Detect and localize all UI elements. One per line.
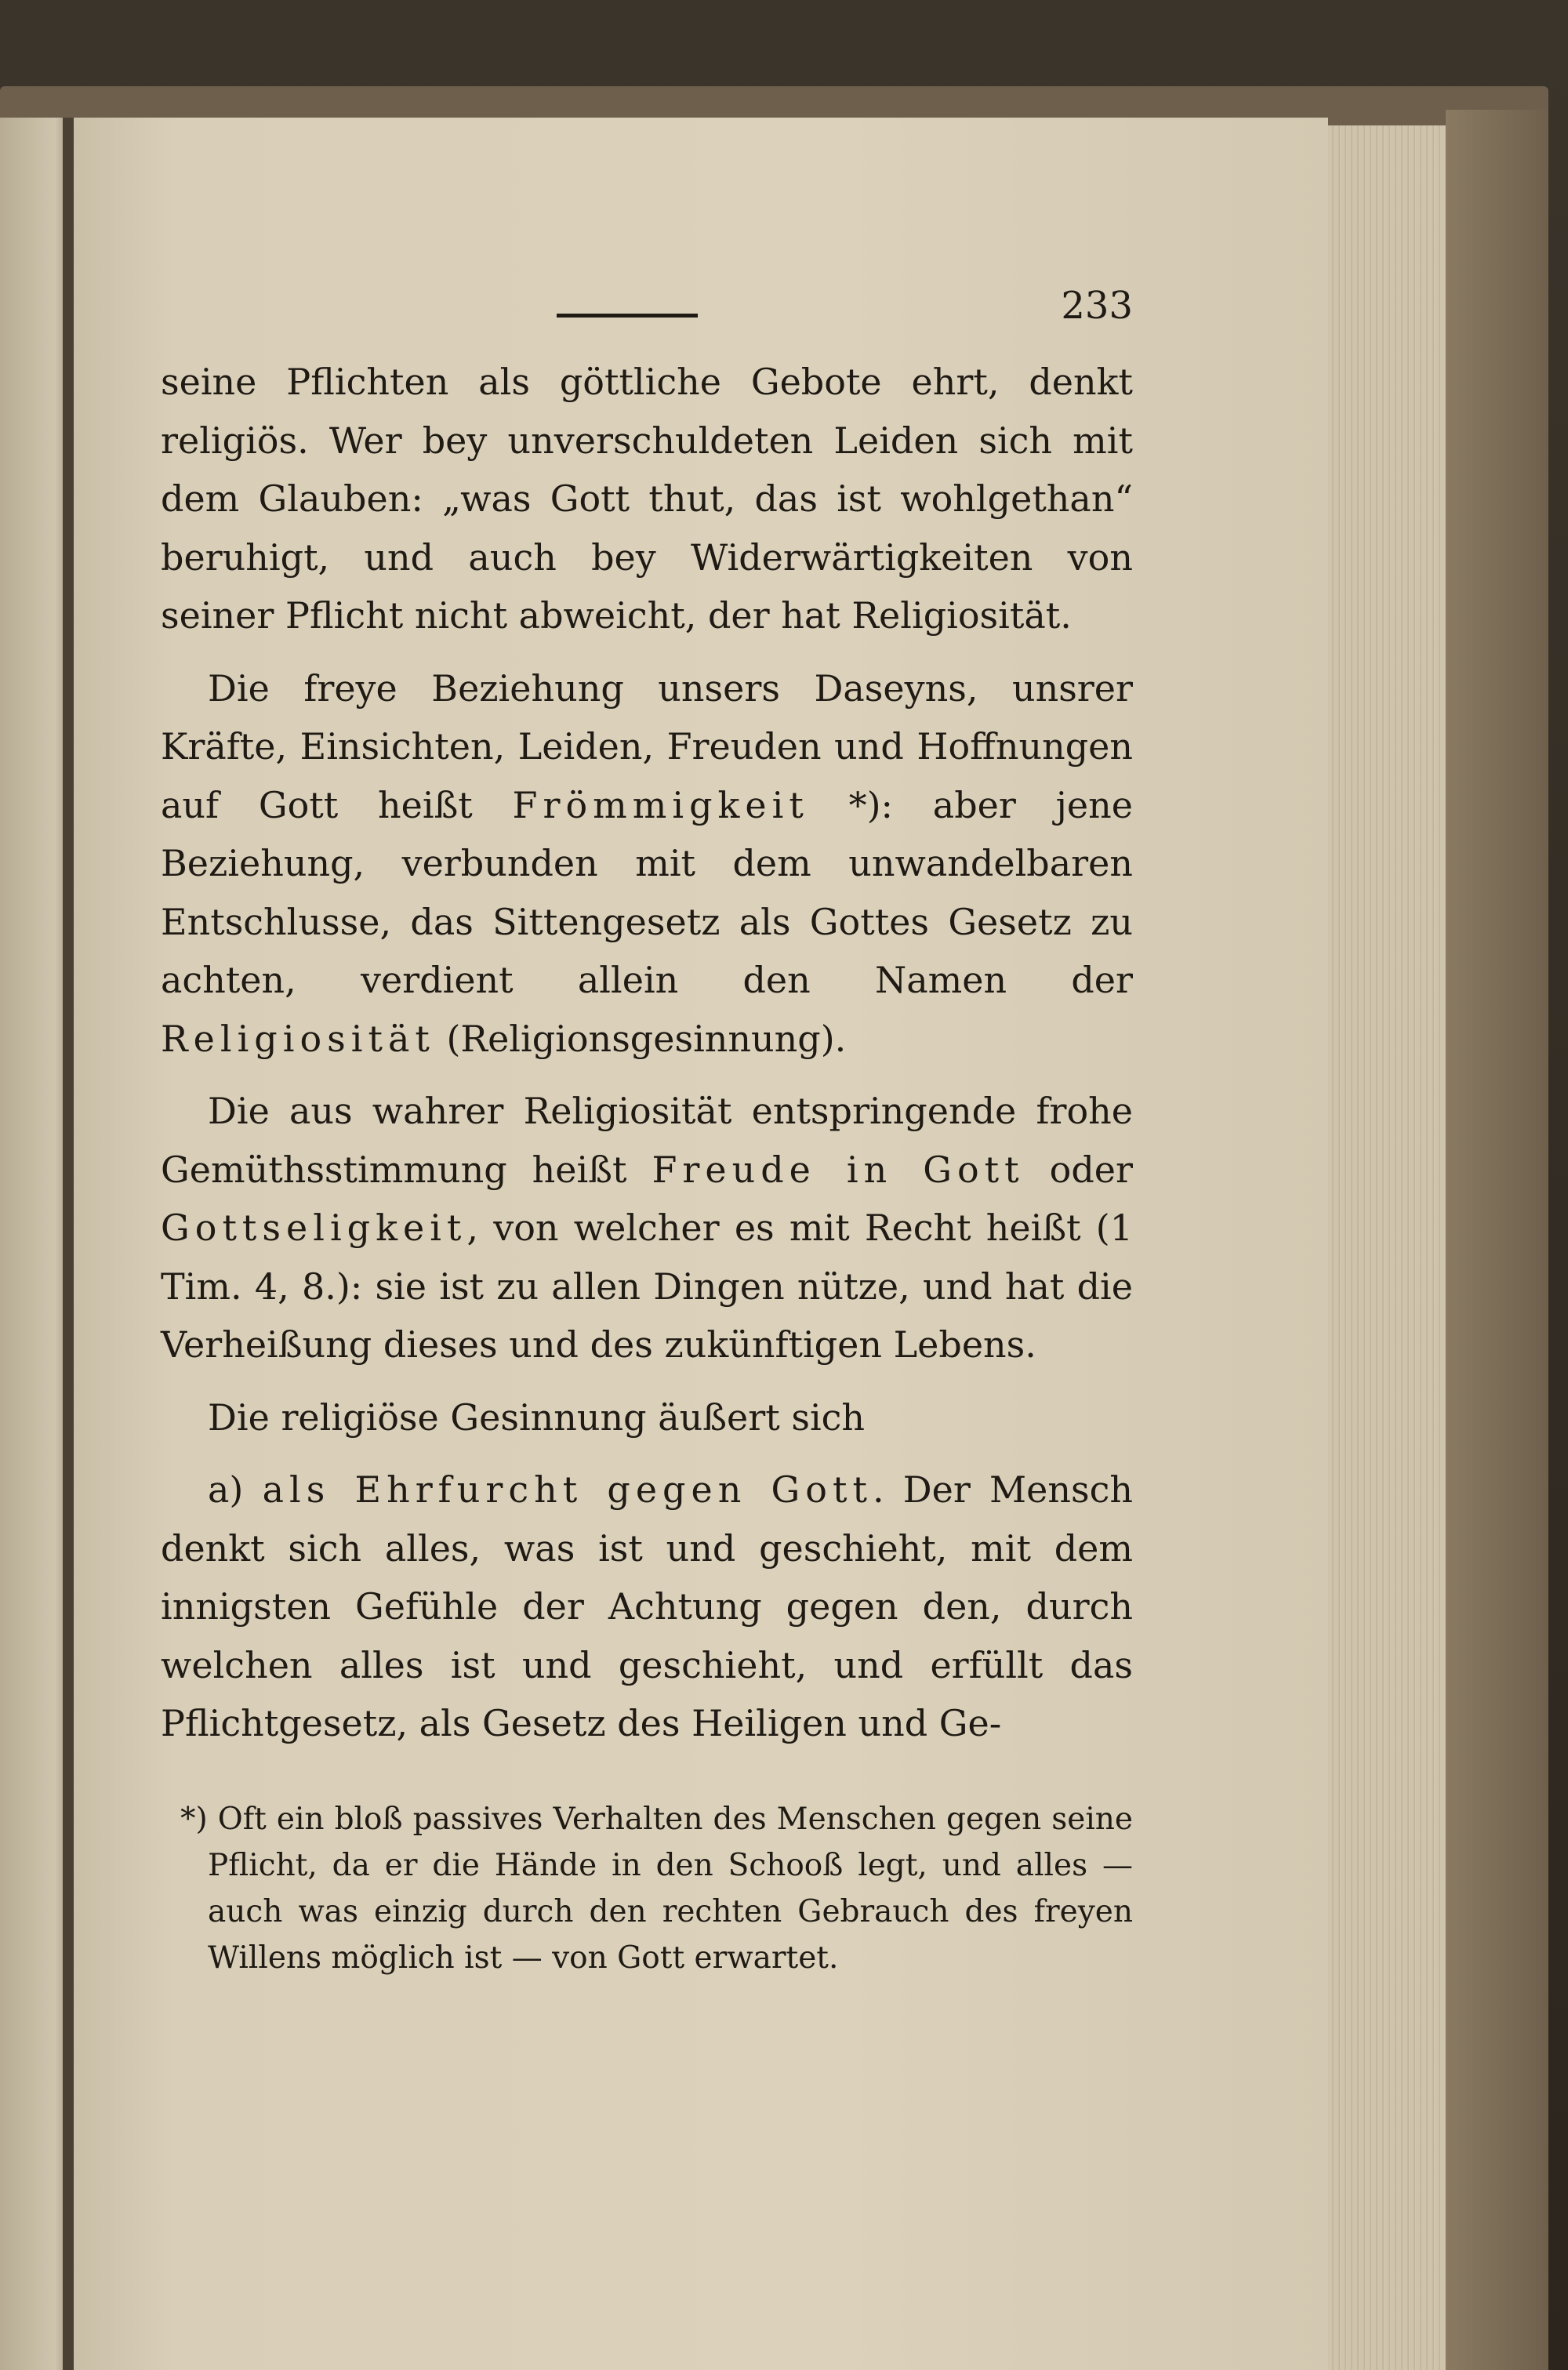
term-gottseligkeit: Gottseligkeit bbox=[161, 1207, 467, 1249]
page-text-block bbox=[161, 282, 1133, 2012]
paragraph-2-text-b: *): aber jene Beziehung, verbunden mit dem unwandelbaren Entschlusse, das Sittengesetz als Gottes Gesetz zu achten, verdient allein den Namen der bbox=[161, 783, 1133, 1001]
term-froemmigkeit: Frömmigkeit bbox=[512, 783, 809, 826]
back-cover-edge bbox=[1446, 110, 1548, 2370]
term-ehrfurcht: als Ehrfurcht gegen Gott bbox=[262, 1468, 873, 1511]
page-stack-edges bbox=[1328, 125, 1446, 2370]
paragraph-5 bbox=[161, 1461, 1133, 1753]
paragraph-3-text-b: oder bbox=[1024, 1148, 1133, 1191]
book-gutter bbox=[63, 118, 74, 2370]
header-rule bbox=[557, 314, 698, 318]
term-freude-in-gott: Freude in Gott bbox=[652, 1148, 1025, 1191]
paragraph-2-text-a: Die freye Beziehung unsers Daseyns, unsrer Kräfte, Einsichten, Leiden, Freuden und Hoffnungen auf Gott heißt bbox=[161, 666, 1133, 826]
paragraph-5-text-b: . Der Mensch denkt sich alles, was ist und geschieht, mit dem innigsten Gefühle der Achtung gegen den, durch welchen alles ist und geschieht, und erfüllt das Pflichtgesetz, als Gesetz des Heiligen und Ge- bbox=[161, 1468, 1133, 1744]
paragraph-1-text: seine Pflichten als göttliche Gebote ehrt, denkt religiös. Wer bey unverschuldeten Leiden sich mit dem Glauben: „was Gott thut, das ist wohlgethan“ beruhigt, und auch bey Widerwärtigkeiten von seiner Pflicht nicht abweicht, der hat Religiosität. bbox=[161, 361, 1133, 637]
paragraph-4-text: Die religiöse Gesinnung äußert sich bbox=[208, 1396, 866, 1439]
page-number: 233 bbox=[1061, 284, 1133, 328]
term-religiositaet: Religiosität bbox=[161, 1017, 435, 1060]
paragraph-2-text-c: (Religionsgesinnung). bbox=[434, 1017, 847, 1060]
paragraph-3 bbox=[161, 1082, 1133, 1374]
left-page-edge bbox=[0, 118, 69, 2370]
page-header bbox=[161, 282, 1133, 353]
footnote: *) Oft ein bloß passives Verhalten des Menschen gegen seine Pflicht, da er die Hände in den Schooß legt, und alles — auch was einzig durch den rechten Gebrauch des freyen Willens möglich ist — von Gott erwartet. bbox=[180, 1801, 1133, 1976]
paragraph-4 bbox=[161, 1388, 1133, 1447]
paragraph-5-text-a: a) bbox=[208, 1468, 263, 1511]
paragraph-2 bbox=[161, 659, 1133, 1069]
paragraph-3-text-c: , von welcher es mit Recht heißt (1 Tim. 4, 8.): sie ist zu allen Dingen nütze, und hat die Verheißung dieses und des zukünftigen Lebens. bbox=[161, 1207, 1133, 1366]
paragraph-1 bbox=[161, 353, 1133, 645]
paragraph-3-text-a: Die aus wahrer Religiosität entspringende frohe Gemüthsstimmung heißt bbox=[161, 1090, 1133, 1191]
